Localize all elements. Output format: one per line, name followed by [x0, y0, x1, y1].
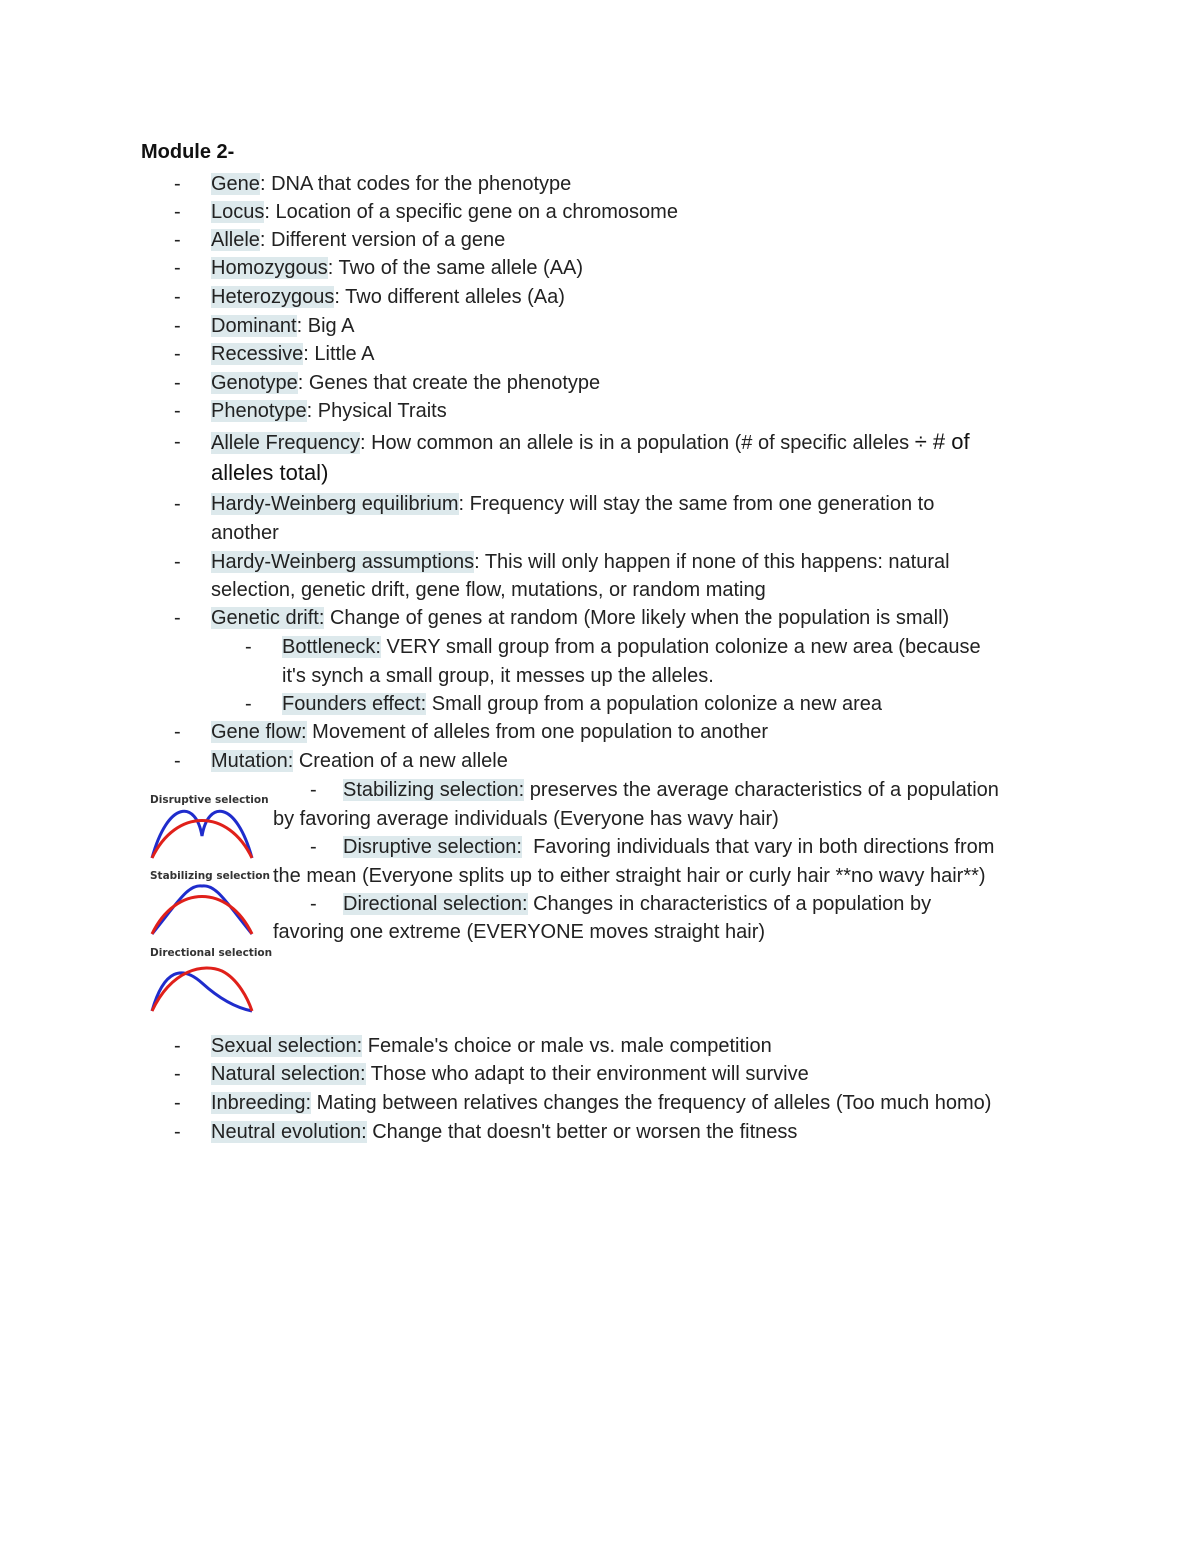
term: Natural selection:	[211, 1063, 366, 1085]
definition-line2: another	[211, 522, 279, 544]
term-sep	[522, 836, 533, 858]
definition: Physical Traits	[317, 400, 447, 422]
term: Gene	[211, 173, 260, 195]
term: Allele Frequency	[211, 432, 360, 454]
bullet-dash: -	[174, 257, 181, 279]
definition: VERY small group from a population colonize a new area (because	[386, 636, 981, 658]
bullet-dash: -	[174, 1121, 181, 1143]
term: Allele	[211, 229, 260, 251]
definition: Change that doesn't better or worsen the fitness	[372, 1121, 798, 1143]
term: Mutation:	[211, 750, 294, 772]
figure-label: Directional selection	[150, 947, 273, 959]
directional-selection-figure	[148, 959, 258, 1015]
term-sep: :	[264, 201, 276, 223]
bullet-dash: -	[174, 493, 181, 515]
definition: DNA that codes for the phenotype	[271, 173, 572, 195]
term: Genetic drift:	[211, 607, 325, 629]
definition: Two different alleles (Aa)	[345, 286, 565, 308]
term: Genotype	[211, 372, 298, 394]
bullet-dash: -	[174, 551, 181, 573]
page-title: Module 2-	[141, 141, 235, 163]
bullet-dash: -	[310, 893, 317, 915]
bullet-dash: -	[174, 1063, 181, 1085]
term-sep: :	[297, 372, 309, 394]
definition: Changes in characteristics of a population by	[533, 893, 932, 915]
definition-line2: selection, genetic drift, gene flow, mutations, or random mating	[211, 579, 766, 601]
bullet-dash: -	[174, 607, 181, 629]
bullet-dash: -	[174, 201, 181, 223]
term: Stabilizing selection:	[343, 779, 525, 801]
bullet-dash: -	[174, 1035, 181, 1057]
definition: Change of genes at random (More likely when the population is small)	[329, 607, 950, 629]
definition: preserves the average characteristics of a population	[529, 779, 999, 801]
definition-line2: alleles total)	[211, 460, 329, 485]
definition: Location of a specific gene on a chromosome	[275, 201, 678, 223]
definition: Little A	[314, 343, 375, 365]
bullet-dash: -	[174, 286, 181, 308]
term: Directional selection:	[343, 893, 528, 915]
disruptive-selection-figure	[148, 806, 258, 862]
bullet-dash: -	[174, 431, 181, 453]
term: Hardy-Weinberg assumptions	[211, 551, 475, 573]
term: Disruptive selection:	[343, 836, 522, 858]
definition: Movement of alleles from one population to another	[312, 721, 769, 743]
definition: Frequency will stay the same from one generation to	[469, 493, 935, 515]
bullet-dash: -	[245, 693, 252, 715]
bullet-dash: -	[174, 750, 181, 772]
term: Phenotype	[211, 400, 307, 422]
term-sep: :	[334, 286, 346, 308]
bullet-dash: -	[310, 836, 317, 858]
term: Inbreeding:	[211, 1092, 312, 1114]
term-sep: :	[306, 400, 318, 422]
term-sep: :	[259, 173, 272, 195]
term: Recessive	[211, 343, 304, 365]
figure-label: Disruptive selection	[150, 794, 269, 806]
definition: Creation of a new allele	[298, 750, 508, 772]
bullet-dash: -	[174, 372, 181, 394]
term: Heterozygous	[211, 286, 335, 308]
definition: Those who adapt to their environment will survive	[370, 1063, 809, 1085]
definition-emphasis: ÷ # of	[914, 429, 970, 454]
term-sep: :	[327, 257, 339, 279]
term: Dominant	[211, 315, 297, 337]
term: Homozygous	[211, 257, 328, 279]
stabilizing-selection-figure	[148, 882, 258, 938]
definition: Mating between relatives changes the frequency of alleles (Too much homo)	[316, 1092, 992, 1114]
definition-line2: it's synch a small group, it messes up the alleles.	[282, 665, 714, 687]
bullet-dash: -	[245, 636, 252, 658]
term-sep: :	[296, 315, 308, 337]
definition: Two of the same allele (AA)	[338, 257, 584, 279]
term-sep: :	[359, 432, 372, 454]
bullet-dash: -	[310, 779, 317, 801]
definition-line2: by favoring average individuals (Everyone has wavy hair)	[273, 808, 779, 830]
bullet-dash: -	[174, 173, 181, 195]
term: Locus	[211, 201, 265, 223]
term: Hardy-Weinberg equilibrium	[211, 493, 459, 515]
term: Neutral evolution:	[211, 1121, 367, 1143]
definition: Small group from a population colonize a new area	[431, 693, 882, 715]
definition: How common an allele is in a population (# of specific alleles	[371, 432, 915, 454]
definition: Big A	[307, 315, 355, 337]
term-sep: :	[474, 551, 485, 573]
bullet-dash: -	[174, 229, 181, 251]
term: Gene flow:	[211, 721, 307, 743]
figure-label: Stabilizing selection	[150, 870, 270, 882]
bullet-dash: -	[174, 315, 181, 337]
bullet-dash: -	[174, 1092, 181, 1114]
definition: Genes that create the phenotype	[308, 372, 601, 394]
bullet-dash: -	[174, 400, 181, 422]
definition: This will only happen if none of this happens: natural	[484, 551, 950, 573]
term: Founders effect:	[282, 693, 427, 715]
term: Bottleneck:	[282, 636, 381, 658]
definition-line2: favoring one extreme (EVERYONE moves straight hair)	[273, 921, 766, 943]
term-sep: :	[303, 343, 315, 365]
definition: Favoring individuals that vary in both directions from	[533, 836, 995, 858]
definition: Female's choice or male vs. male competition	[367, 1035, 772, 1057]
bullet-dash: -	[174, 343, 181, 365]
term-sep: :	[458, 493, 470, 515]
term: Sexual selection:	[211, 1035, 363, 1057]
bullet-dash: -	[174, 721, 181, 743]
term-sep: :	[259, 229, 272, 251]
definition-line2: the mean (Everyone splits up to either straight hair or curly hair **no wavy hair**)	[273, 865, 986, 887]
definition: Different version of a gene	[271, 229, 506, 251]
